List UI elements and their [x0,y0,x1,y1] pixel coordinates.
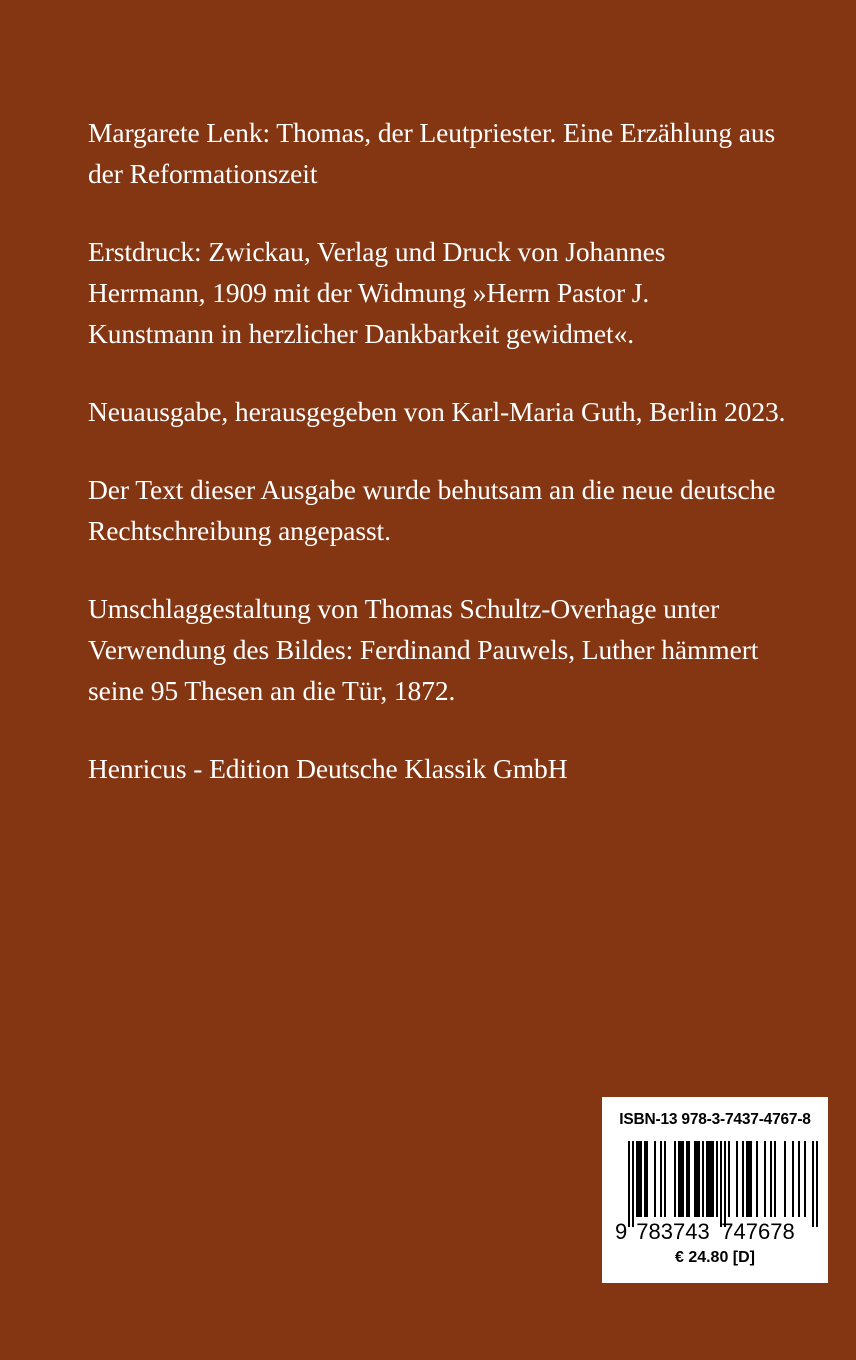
barcode-bar [702,1141,704,1217]
barcode-bar [812,1141,814,1227]
barcode-bar [628,1141,630,1227]
barcode-bar [638,1141,640,1217]
barcode-bar [804,1141,806,1217]
barcode-bar [664,1141,666,1217]
price-label: € 24.80 [D] [674,1249,756,1266]
barcode-bar [748,1141,750,1217]
barcode-bar [770,1141,772,1217]
barcode-bar [694,1141,696,1217]
barcode-bar [728,1141,730,1217]
barcode-bar [720,1141,722,1227]
barcode-bar [698,1141,700,1217]
barcode-bar [688,1141,690,1217]
barcode-bar [756,1141,758,1217]
barcode-bar [706,1141,708,1217]
barcode-bar [686,1141,688,1217]
barcode-bar [742,1141,744,1217]
barcode-bar [784,1141,786,1217]
barcode-bar [680,1141,682,1217]
barcode-bar [798,1141,800,1217]
barcode-box [602,1097,828,1283]
barcode-digits-left: 783743 [636,1219,710,1241]
barcode-bar [678,1141,680,1217]
barcode-bar [712,1141,714,1217]
barcode-image [612,1141,818,1241]
barcode-bar [716,1141,718,1217]
first-edition-paragraph: Erstdruck: Zwickau, Verlag und Druck von Johannes Herrmann, 1909 mit der Widmung »Herrn Pastor J. Kunstmann in herzlicher Dankbarkeit gewidmet«. [88,236,666,349]
new-edition-paragraph: Neuausgabe, herausgegeben von Karl-Maria Guth, Berlin 2023. [88,396,786,427]
barcode-bar [792,1141,794,1217]
barcode-bar [746,1141,748,1217]
barcode-bar [674,1141,676,1217]
barcode-bar [696,1141,698,1217]
barcode-bar [774,1141,776,1217]
barcode-bar [750,1141,752,1217]
barcode-bar [640,1141,642,1217]
barcode-bar [644,1141,646,1217]
barcode-bar [654,1141,656,1217]
barcode-bar [660,1141,662,1217]
barcode-bar [724,1141,726,1227]
barcode-digits-right: 747678 [721,1219,795,1241]
barcode-digit-first: 9 [615,1219,628,1241]
barcode-bar [708,1141,710,1217]
barcode-bar [736,1141,738,1217]
isbn-label: ISBN-13 978-3-7437-4767-8 [619,1111,811,1128]
publisher-paragraph: Henricus - Edition Deutsche Klassik GmbH [88,753,568,784]
barcode-bar [764,1141,766,1217]
barcode-bar [710,1141,712,1217]
barcode-bar [646,1141,648,1217]
colophon-text [88,112,808,826]
cover-design-paragraph: Umschlaggestaltung von Thomas Schultz-Overhage unter Verwendung des Bildes: Ferdinand Pauwels, Luther hämmert seine 95 Thesen an die Tür, 1872. [88,593,759,706]
barcode-bar [632,1141,634,1227]
barcode-bar [636,1141,638,1217]
title-paragraph: Margarete Lenk: Thomas, der Leutpriester. Eine Erzählung aus der Reformationszeit [88,117,776,189]
barcode-bar [816,1141,818,1227]
orthography-paragraph: Der Text dieser Ausgabe wurde behutsam an die neue deutsche Rechtschreibung angepasst. [88,474,776,546]
barcode-bar [682,1141,684,1217]
